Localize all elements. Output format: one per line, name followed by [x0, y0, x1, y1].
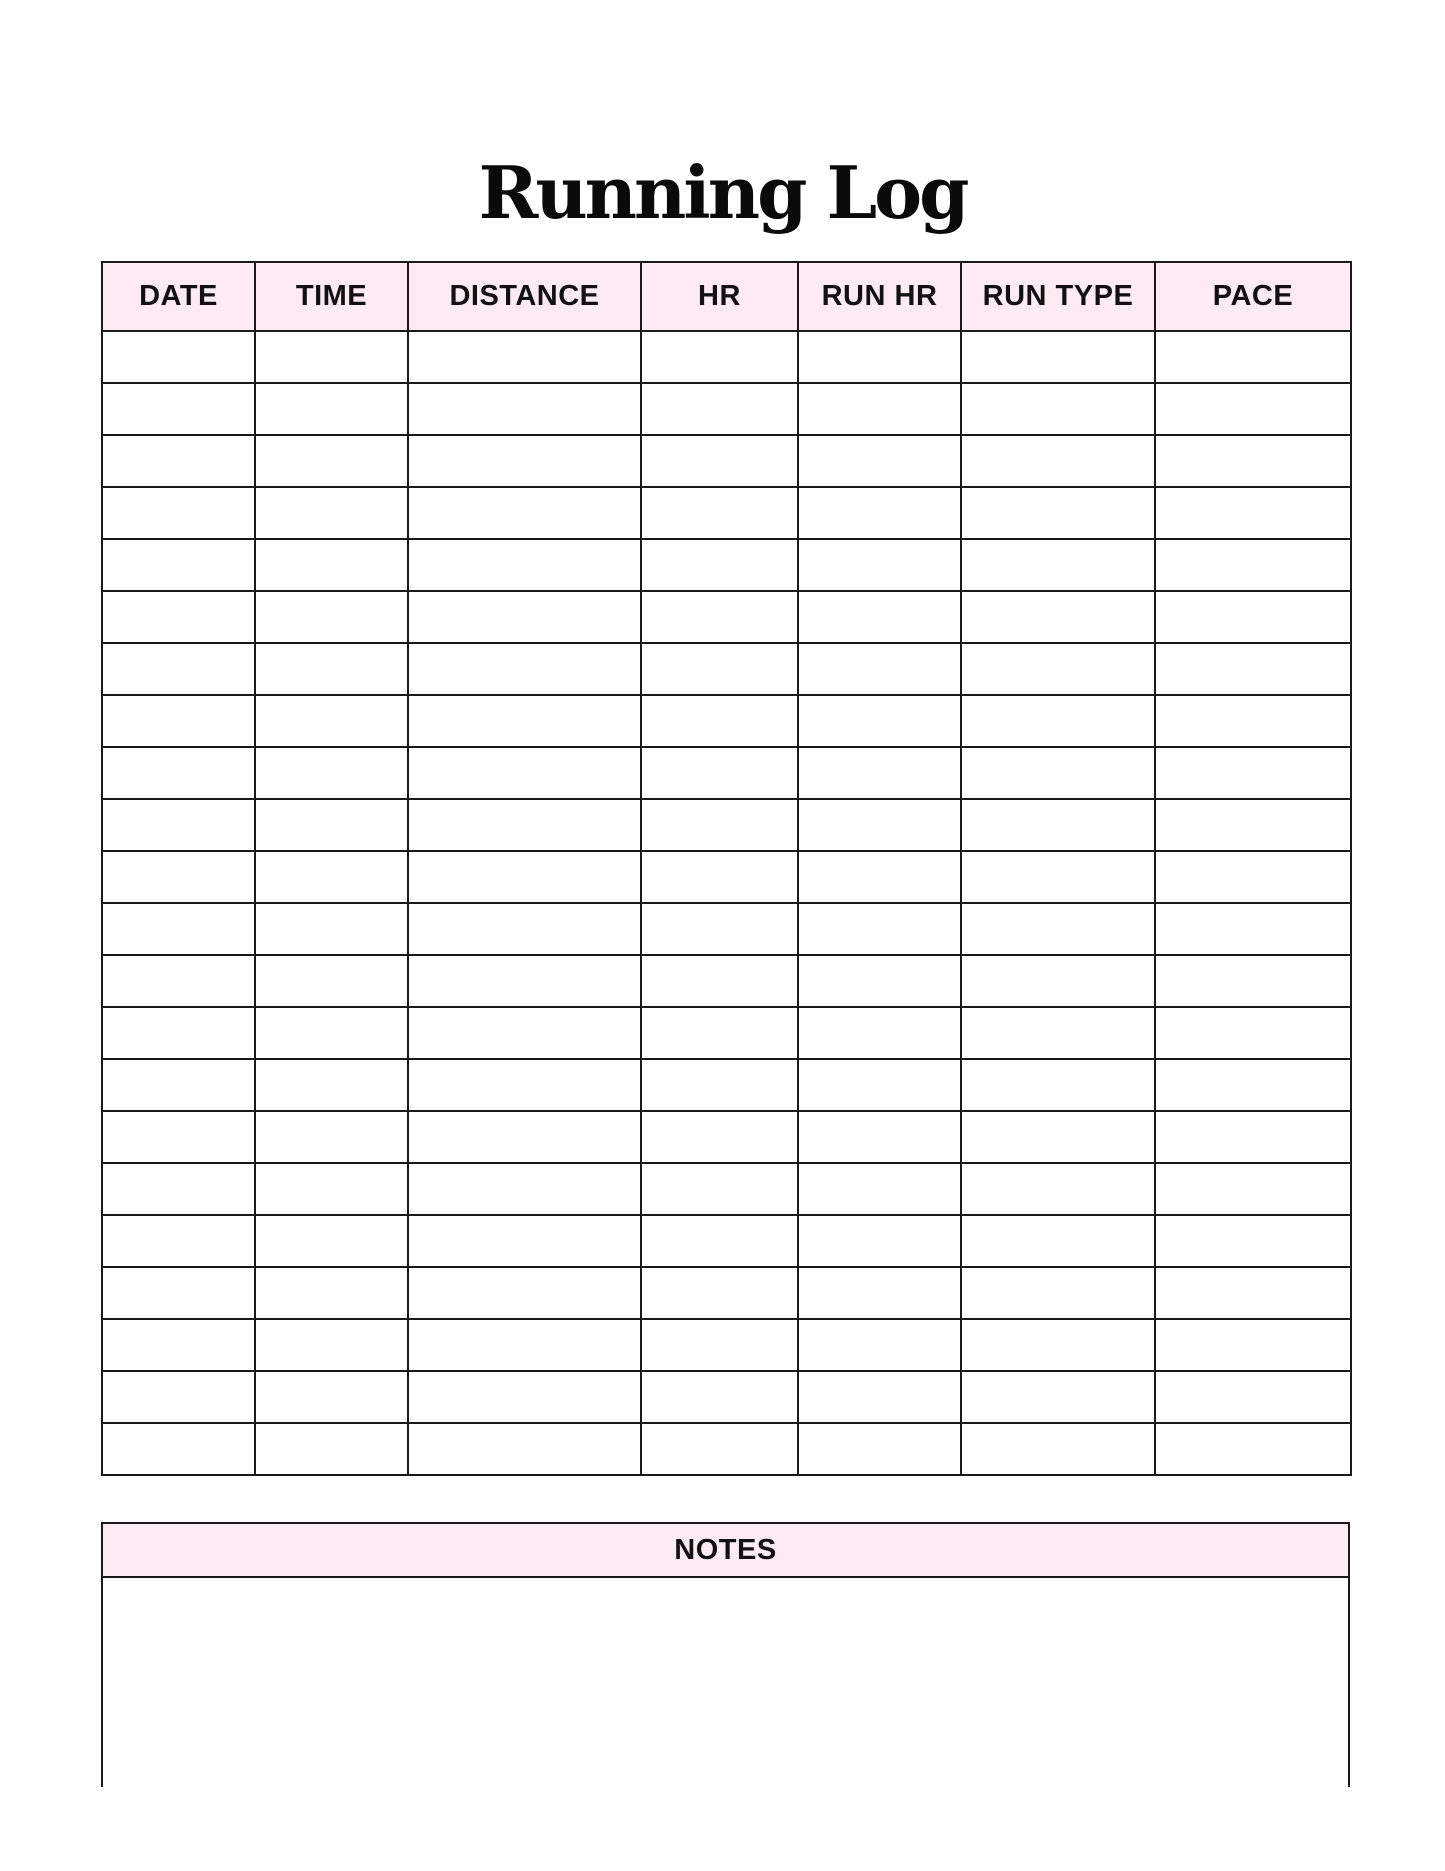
- table-cell-run-hr[interactable]: [798, 799, 961, 851]
- table-cell-distance[interactable]: [408, 1371, 641, 1423]
- table-cell-hr[interactable]: [641, 955, 798, 1007]
- table-header-row: [102, 262, 1351, 331]
- table-cell-hr[interactable]: [641, 1423, 798, 1475]
- table-cell-date[interactable]: [102, 539, 255, 591]
- table-cell-run-hr[interactable]: [798, 1267, 961, 1319]
- table-cell-time[interactable]: [255, 331, 408, 383]
- table-cell-run-hr[interactable]: [798, 1007, 961, 1059]
- table-row: [102, 1423, 1351, 1475]
- table-row: [102, 435, 1351, 487]
- notes-label: NOTES: [103, 1524, 1348, 1578]
- table-cell-hr[interactable]: [641, 487, 798, 539]
- table-cell-pace[interactable]: [1155, 383, 1351, 435]
- table-cell-pace[interactable]: [1155, 851, 1351, 903]
- table-cell-time[interactable]: [255, 1163, 408, 1215]
- table-cell-run-type[interactable]: [961, 799, 1155, 851]
- table-cell-date[interactable]: [102, 955, 255, 1007]
- table-cell-hr[interactable]: [641, 799, 798, 851]
- table-cell-date[interactable]: [102, 695, 255, 747]
- column-header-hr: HR: [641, 262, 798, 331]
- table-cell-hr[interactable]: [641, 591, 798, 643]
- table-cell-date[interactable]: [102, 1319, 255, 1371]
- table-cell-run-type[interactable]: [961, 1059, 1155, 1111]
- table-row: [102, 955, 1351, 1007]
- table-cell-run-hr[interactable]: [798, 1319, 961, 1371]
- table-cell-run-hr[interactable]: [798, 955, 961, 1007]
- table-row: [102, 331, 1351, 383]
- column-header-distance: DISTANCE: [408, 262, 641, 331]
- table-cell-date[interactable]: [102, 487, 255, 539]
- table-cell-time[interactable]: [255, 1319, 408, 1371]
- table-cell-date[interactable]: [102, 1215, 255, 1267]
- table-cell-distance[interactable]: [408, 591, 641, 643]
- table-cell-pace[interactable]: [1155, 799, 1351, 851]
- table-cell-hr[interactable]: [641, 1163, 798, 1215]
- table-cell-run-hr[interactable]: [798, 1215, 961, 1267]
- table-cell-hr[interactable]: [641, 851, 798, 903]
- table-cell-time[interactable]: [255, 383, 408, 435]
- table-cell-run-hr[interactable]: [798, 487, 961, 539]
- table-row: [102, 799, 1351, 851]
- table-cell-distance[interactable]: [408, 799, 641, 851]
- table-cell-distance[interactable]: [408, 1007, 641, 1059]
- table-cell-run-type[interactable]: [961, 487, 1155, 539]
- table-cell-time[interactable]: [255, 643, 408, 695]
- table-cell-distance[interactable]: [408, 1267, 641, 1319]
- table-cell-pace[interactable]: [1155, 435, 1351, 487]
- table-cell-run-type[interactable]: [961, 1423, 1155, 1475]
- table-row: [102, 1267, 1351, 1319]
- table-cell-pace[interactable]: [1155, 1215, 1351, 1267]
- table-cell-pace[interactable]: [1155, 1111, 1351, 1163]
- table-cell-hr[interactable]: [641, 1007, 798, 1059]
- table-cell-distance[interactable]: [408, 851, 641, 903]
- table-cell-run-type[interactable]: [961, 955, 1155, 1007]
- table-cell-run-type[interactable]: [961, 903, 1155, 955]
- table-cell-run-hr[interactable]: [798, 851, 961, 903]
- table-row: [102, 695, 1351, 747]
- table-cell-date[interactable]: [102, 799, 255, 851]
- table-cell-time[interactable]: [255, 487, 408, 539]
- table-cell-pace[interactable]: [1155, 591, 1351, 643]
- table-cell-distance[interactable]: [408, 955, 641, 1007]
- table-cell-run-type[interactable]: [961, 747, 1155, 799]
- table-row: [102, 487, 1351, 539]
- table-cell-run-hr[interactable]: [798, 643, 961, 695]
- table-cell-hr[interactable]: [641, 539, 798, 591]
- table-cell-hr[interactable]: [641, 903, 798, 955]
- table-cell-date[interactable]: [102, 903, 255, 955]
- table-cell-date[interactable]: [102, 591, 255, 643]
- table-cell-distance[interactable]: [408, 383, 641, 435]
- running-log-table: [101, 261, 1352, 1476]
- table-cell-run-type[interactable]: [961, 643, 1155, 695]
- table-cell-hr[interactable]: [641, 747, 798, 799]
- table-cell-run-type[interactable]: [961, 1007, 1155, 1059]
- table-cell-distance[interactable]: [408, 1111, 641, 1163]
- table-cell-date[interactable]: [102, 643, 255, 695]
- table-cell-run-hr[interactable]: [798, 1423, 961, 1475]
- column-header-run-hr: RUN HR: [798, 262, 961, 331]
- table-cell-date[interactable]: [102, 383, 255, 435]
- table-row: [102, 1215, 1351, 1267]
- table-cell-date[interactable]: [102, 1163, 255, 1215]
- table-cell-date[interactable]: [102, 1371, 255, 1423]
- table-cell-pace[interactable]: [1155, 1267, 1351, 1319]
- column-header-pace: PACE: [1155, 262, 1351, 331]
- table-row: [102, 539, 1351, 591]
- table-cell-distance[interactable]: [408, 903, 641, 955]
- table-cell-pace[interactable]: [1155, 487, 1351, 539]
- table-cell-time[interactable]: [255, 1007, 408, 1059]
- table-cell-run-type[interactable]: [961, 539, 1155, 591]
- table-cell-hr[interactable]: [641, 695, 798, 747]
- table-cell-run-hr[interactable]: [798, 539, 961, 591]
- table-row: [102, 1371, 1351, 1423]
- table-cell-run-hr[interactable]: [798, 383, 961, 435]
- table-row: [102, 1059, 1351, 1111]
- table-row: [102, 643, 1351, 695]
- table-cell-run-hr[interactable]: [798, 1163, 961, 1215]
- table-cell-time[interactable]: [255, 1215, 408, 1267]
- table-cell-run-hr[interactable]: [798, 1059, 961, 1111]
- notes-box: [101, 1522, 1350, 1787]
- table-cell-distance[interactable]: [408, 435, 641, 487]
- table-cell-hr[interactable]: [641, 1319, 798, 1371]
- table-cell-hr[interactable]: [641, 1059, 798, 1111]
- table-cell-run-type[interactable]: [961, 383, 1155, 435]
- table-cell-pace[interactable]: [1155, 1371, 1351, 1423]
- table-cell-run-type[interactable]: [961, 695, 1155, 747]
- table-row: [102, 851, 1351, 903]
- table-cell-time[interactable]: [255, 695, 408, 747]
- table-cell-pace[interactable]: [1155, 331, 1351, 383]
- table-row: [102, 1111, 1351, 1163]
- table-cell-run-hr[interactable]: [798, 695, 961, 747]
- table-cell-run-type[interactable]: [961, 591, 1155, 643]
- table-cell-distance[interactable]: [408, 1059, 641, 1111]
- table-cell-distance[interactable]: [408, 643, 641, 695]
- table-cell-time[interactable]: [255, 799, 408, 851]
- table-cell-run-type[interactable]: [961, 1319, 1155, 1371]
- table-cell-hr[interactable]: [641, 1111, 798, 1163]
- table-cell-hr[interactable]: [641, 331, 798, 383]
- table-cell-time[interactable]: [255, 591, 408, 643]
- table-cell-pace[interactable]: [1155, 695, 1351, 747]
- table-cell-distance[interactable]: [408, 1163, 641, 1215]
- table-cell-time[interactable]: [255, 1267, 408, 1319]
- table-cell-distance[interactable]: [408, 695, 641, 747]
- column-header-time: TIME: [255, 262, 408, 331]
- table-cell-date[interactable]: [102, 1111, 255, 1163]
- table-cell-distance[interactable]: [408, 1423, 641, 1475]
- table-cell-hr[interactable]: [641, 435, 798, 487]
- table-cell-pace[interactable]: [1155, 747, 1351, 799]
- table-cell-time[interactable]: [255, 1059, 408, 1111]
- table-row: [102, 903, 1351, 955]
- table-cell-run-hr[interactable]: [798, 591, 961, 643]
- table-cell-date[interactable]: [102, 1267, 255, 1319]
- table-cell-pace[interactable]: [1155, 539, 1351, 591]
- table-cell-date[interactable]: [102, 1059, 255, 1111]
- table-cell-pace[interactable]: [1155, 1007, 1351, 1059]
- table-cell-time[interactable]: [255, 747, 408, 799]
- notes-writing-area[interactable]: [103, 1578, 1348, 1787]
- table-cell-date[interactable]: [102, 331, 255, 383]
- table-cell-distance[interactable]: [408, 1319, 641, 1371]
- table-cell-run-type[interactable]: [961, 435, 1155, 487]
- table-cell-time[interactable]: [255, 435, 408, 487]
- column-header-date: DATE: [102, 262, 255, 331]
- table-cell-distance[interactable]: [408, 331, 641, 383]
- table-cell-run-type[interactable]: [961, 1371, 1155, 1423]
- table-cell-run-type[interactable]: [961, 851, 1155, 903]
- table-cell-hr[interactable]: [641, 1267, 798, 1319]
- table-cell-run-type[interactable]: [961, 1163, 1155, 1215]
- table-cell-date[interactable]: [102, 1007, 255, 1059]
- table-cell-time[interactable]: [255, 1111, 408, 1163]
- table-cell-time[interactable]: [255, 1371, 408, 1423]
- table-cell-run-hr[interactable]: [798, 331, 961, 383]
- table-cell-pace[interactable]: [1155, 1319, 1351, 1371]
- table-row: [102, 591, 1351, 643]
- table-cell-time[interactable]: [255, 903, 408, 955]
- table-cell-pace[interactable]: [1155, 1059, 1351, 1111]
- table-cell-pace[interactable]: [1155, 1163, 1351, 1215]
- table-cell-hr[interactable]: [641, 643, 798, 695]
- table-cell-time[interactable]: [255, 955, 408, 1007]
- table-cell-run-hr[interactable]: [798, 435, 961, 487]
- table-cell-pace[interactable]: [1155, 1423, 1351, 1475]
- table-cell-run-hr[interactable]: [798, 747, 961, 799]
- table-cell-date[interactable]: [102, 435, 255, 487]
- table-row: [102, 383, 1351, 435]
- table-cell-pace[interactable]: [1155, 903, 1351, 955]
- table-cell-run-hr[interactable]: [798, 903, 961, 955]
- table-cell-pace[interactable]: [1155, 643, 1351, 695]
- table-cell-time[interactable]: [255, 851, 408, 903]
- table-cell-date[interactable]: [102, 1423, 255, 1475]
- table-cell-distance[interactable]: [408, 487, 641, 539]
- table-cell-time[interactable]: [255, 539, 408, 591]
- table-row: [102, 1007, 1351, 1059]
- table-row: [102, 1319, 1351, 1371]
- column-header-run-type: RUN TYPE: [961, 262, 1155, 331]
- table-cell-hr[interactable]: [641, 383, 798, 435]
- table-cell-distance[interactable]: [408, 1215, 641, 1267]
- table-cell-run-type[interactable]: [961, 1111, 1155, 1163]
- table-row: [102, 1163, 1351, 1215]
- table-cell-run-type[interactable]: [961, 331, 1155, 383]
- table-cell-hr[interactable]: [641, 1371, 798, 1423]
- table-cell-time[interactable]: [255, 1423, 408, 1475]
- page-title: Running Log: [478, 150, 967, 236]
- table-cell-date[interactable]: [102, 851, 255, 903]
- table-cell-run-hr[interactable]: [798, 1111, 961, 1163]
- table-cell-pace[interactable]: [1155, 955, 1351, 1007]
- table-cell-date[interactable]: [102, 747, 255, 799]
- table-row: [102, 747, 1351, 799]
- table-body: [102, 331, 1351, 1475]
- table-cell-distance[interactable]: [408, 539, 641, 591]
- table-cell-run-type[interactable]: [961, 1267, 1155, 1319]
- table-cell-run-type[interactable]: [961, 1215, 1155, 1267]
- table-cell-run-hr[interactable]: [798, 1371, 961, 1423]
- table-cell-hr[interactable]: [641, 1215, 798, 1267]
- table-cell-distance[interactable]: [408, 747, 641, 799]
